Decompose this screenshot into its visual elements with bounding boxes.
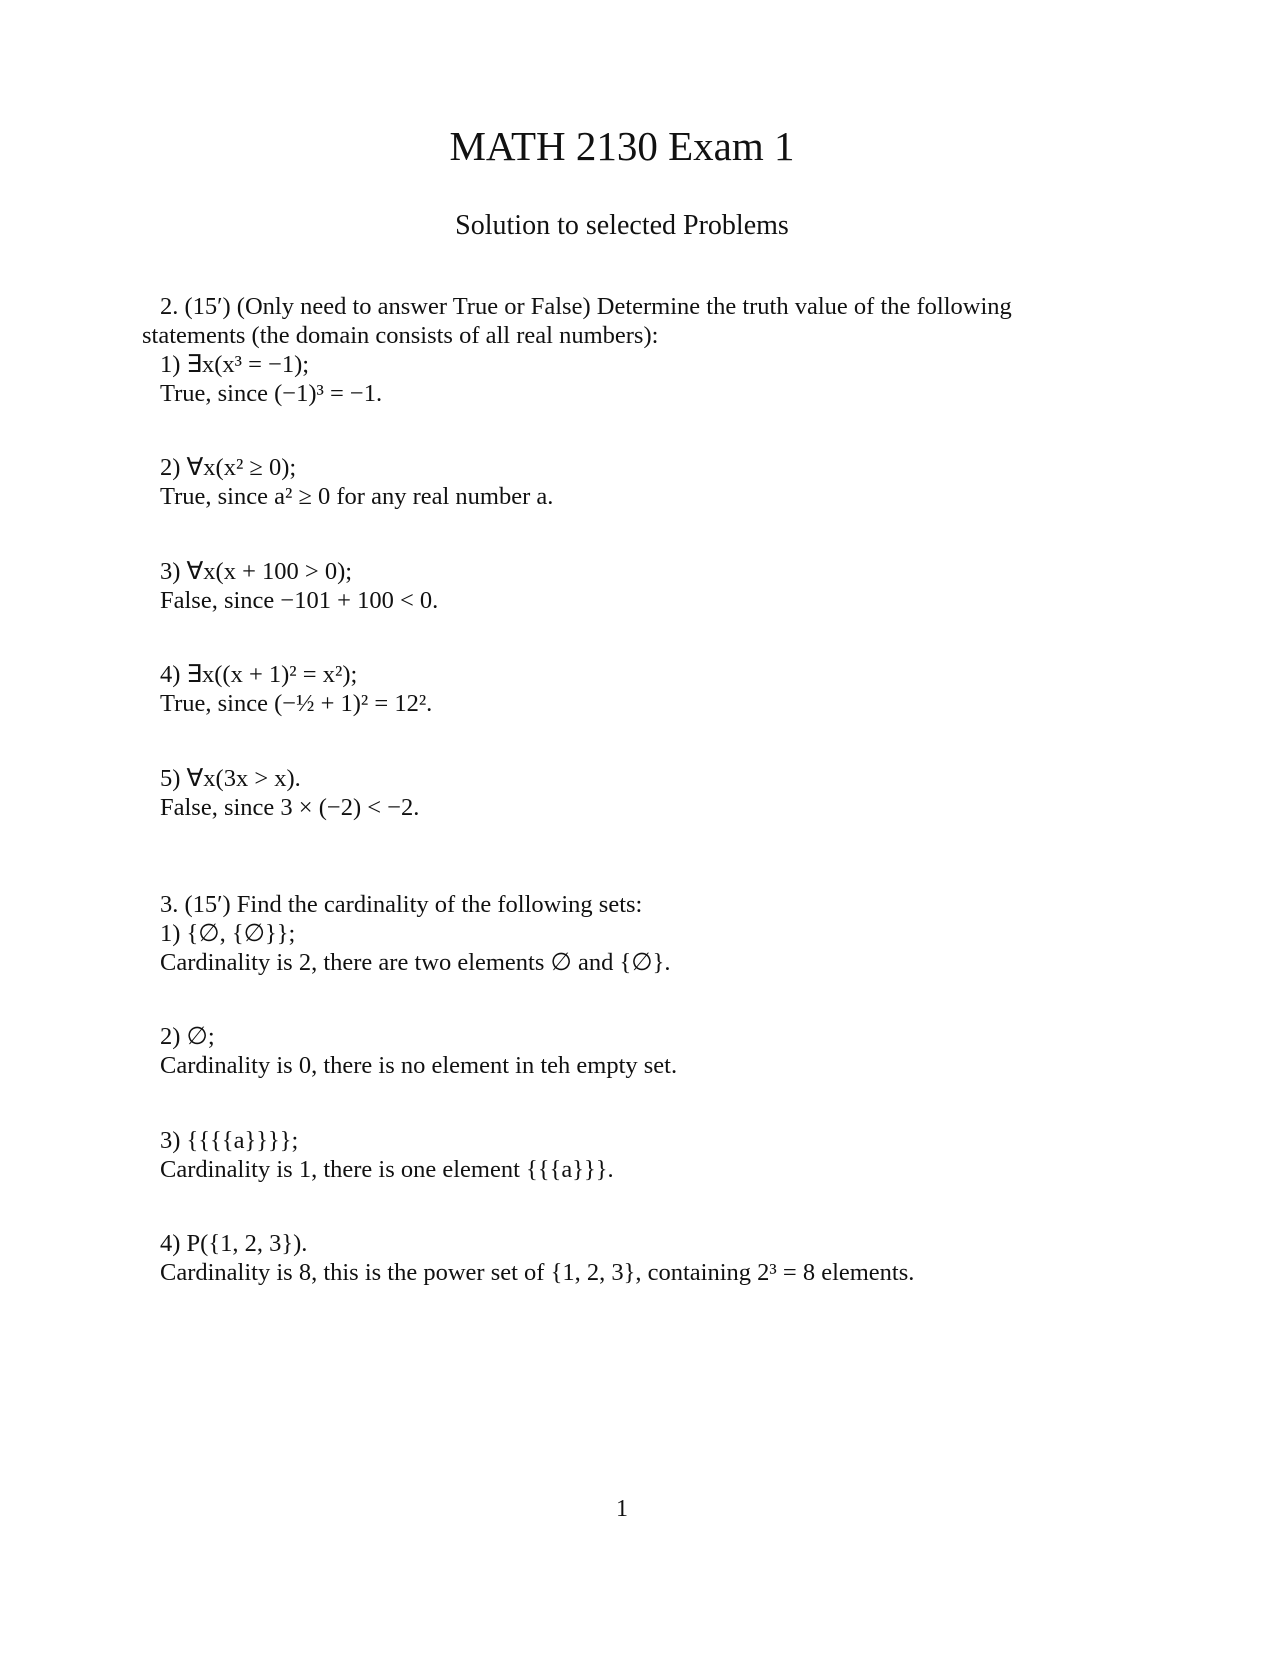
problem-3-item-1-answer: Cardinality is 2, there are two elements ∅ and {∅}. [160,949,671,976]
page-number: 1 [616,1496,628,1522]
problem-2-item-2-statement: 2) ∀x(x² ≥ 0); [160,454,297,481]
problem-3-item-2-statement: 2) ∅; [160,1023,215,1050]
problem-2-item-4-statement: 4) ∃x((x + 1)² = x²); [160,661,358,688]
problem-2-item-4-answer: True, since (−½ + 1)² = 12². [160,690,433,717]
problem-2-item-5-answer: False, since 3 × (−2) < −2. [160,794,420,821]
problem-3-item-1-statement: 1) {∅, {∅}}; [160,920,296,947]
problem-3-intro: 3. (15′) Find the cardinality of the following sets: [160,891,643,918]
problem-2-intro-line-1: 2. (15′) (Only need to answer True or False) Determine the truth value of the following [160,293,1012,320]
document-title: MATH 2130 Exam 1 [449,123,795,169]
problem-3-item-4-answer: Cardinality is 8, this is the power set of {1, 2, 3}, containing 2³ = 8 elements. [160,1259,915,1286]
document-subtitle: Solution to selected Problems [455,210,789,241]
problem-2-item-1-answer: True, since (−1)³ = −1. [160,380,383,407]
problem-2-item-1-statement: 1) ∃x(x³ = −1); [160,351,310,378]
problem-3-item-3-statement: 3) {{{{a}}}}; [160,1127,299,1154]
problem-2-item-2-answer: True, since a² ≥ 0 for any real number a. [160,483,554,510]
problem-2-intro-line-2: statements (the domain consists of all real numbers): [142,322,659,349]
problem-3-item-2-answer: Cardinality is 0, there is no element in teh empty set. [160,1052,678,1079]
problem-3-item-3-answer: Cardinality is 1, there is one element {{{a}}}. [160,1156,614,1183]
problem-2-item-3-answer: False, since −101 + 100 < 0. [160,587,439,614]
problem-3-item-4-statement: 4) P({1, 2, 3}). [160,1230,308,1257]
problem-2-item-5-statement: 5) ∀x(3x > x). [160,765,301,792]
problem-2-item-3-statement: 3) ∀x(x + 100 > 0); [160,558,353,585]
